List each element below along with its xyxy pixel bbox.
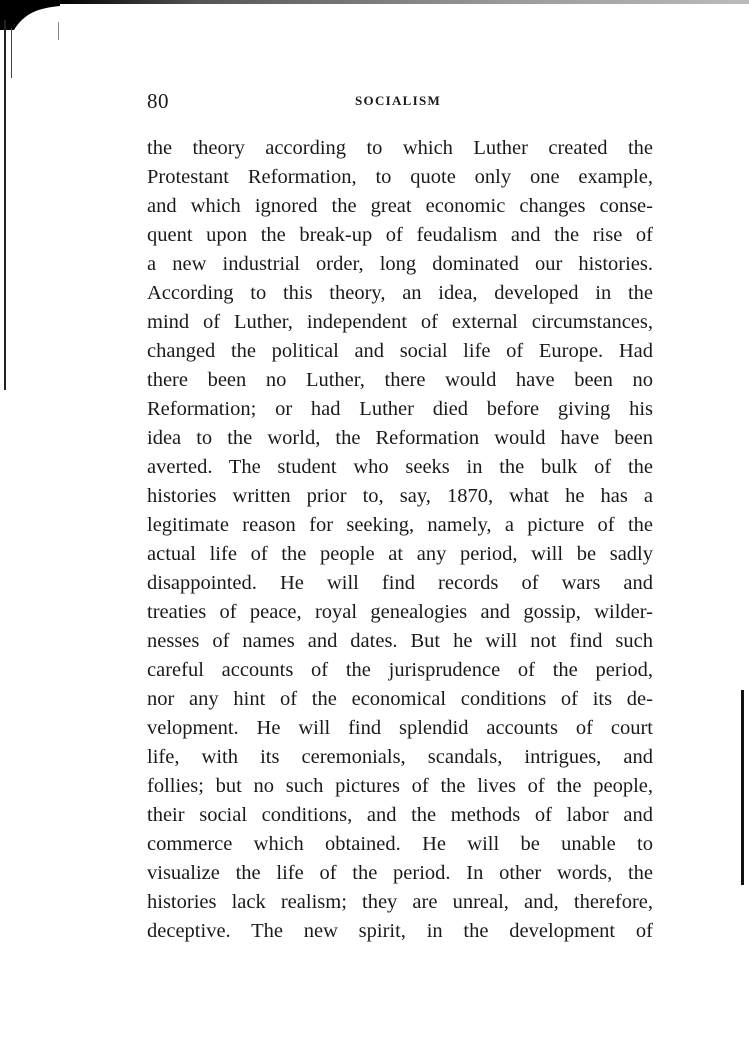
text-line: deceptive. The new spirit, in the development of (147, 920, 653, 942)
scan-border-right (741, 690, 744, 885)
text-line: quent upon the break-up of feudalism and the rise of (147, 224, 653, 246)
scan-speck (58, 22, 59, 40)
text-line: changed the political and social life of Europe. Had (147, 340, 653, 362)
text-line: their social conditions, and the methods of labor and (147, 804, 653, 826)
text-line: Protestant Reformation, to quote only one example, (147, 166, 653, 188)
text-line: a new industrial order, long dominated our histories. (147, 253, 653, 275)
text-line: the theory according to which Luther created the (147, 137, 653, 159)
text-line: disappointed. He will find records of wars and (147, 572, 653, 594)
scan-corner-shadow (0, 0, 60, 30)
text-line: According to this theory, an idea, developed in the (147, 282, 653, 304)
text-line: and which ignored the great economic changes conse- (147, 195, 653, 217)
body-text (147, 134, 653, 946)
text-line: idea to the world, the Reformation would have been (147, 427, 653, 449)
text-line: mind of Luther, independent of external circumstances, (147, 311, 653, 333)
text-line: legitimate reason for seeking, namely, a picture of the (147, 514, 653, 536)
scan-border-left (4, 20, 6, 390)
text-line: treaties of peace, royal genealogies and gossip, wilder- (147, 601, 653, 623)
text-line: nor any hint of the economical conditions of its de- (147, 688, 653, 710)
scan-border-left-inner (11, 28, 12, 78)
text-line: actual life of the people at any period, will be sadly (147, 543, 653, 565)
text-line: careful accounts of the jurisprudence of the period, (147, 659, 653, 681)
text-line: averted. The student who seeks in the bulk of the (147, 456, 653, 478)
text-line: histories written prior to, say, 1870, what he has a (147, 485, 653, 507)
text-line: life, with its ceremonials, scandals, intrigues, and (147, 746, 653, 768)
text-line: visualize the life of the period. In other words, the (147, 862, 653, 884)
running-title: SOCIALISM (355, 93, 442, 108)
scan-border-top (0, 0, 749, 4)
page-number: 80 (147, 89, 169, 113)
text-line: histories lack realism; they are unreal, and, therefore, (147, 891, 653, 913)
text-line: commerce which obtained. He will be unable to (147, 833, 653, 855)
text-line: there been no Luther, there would have been no (147, 369, 653, 391)
text-line: velopment. He will find splendid accounts of court (147, 717, 653, 739)
text-line: nesses of names and dates. But he will not find such (147, 630, 653, 652)
text-line: follies; but no such pictures of the lives of the people, (147, 775, 653, 797)
text-line: Reformation; or had Luther died before giving his (147, 398, 653, 420)
